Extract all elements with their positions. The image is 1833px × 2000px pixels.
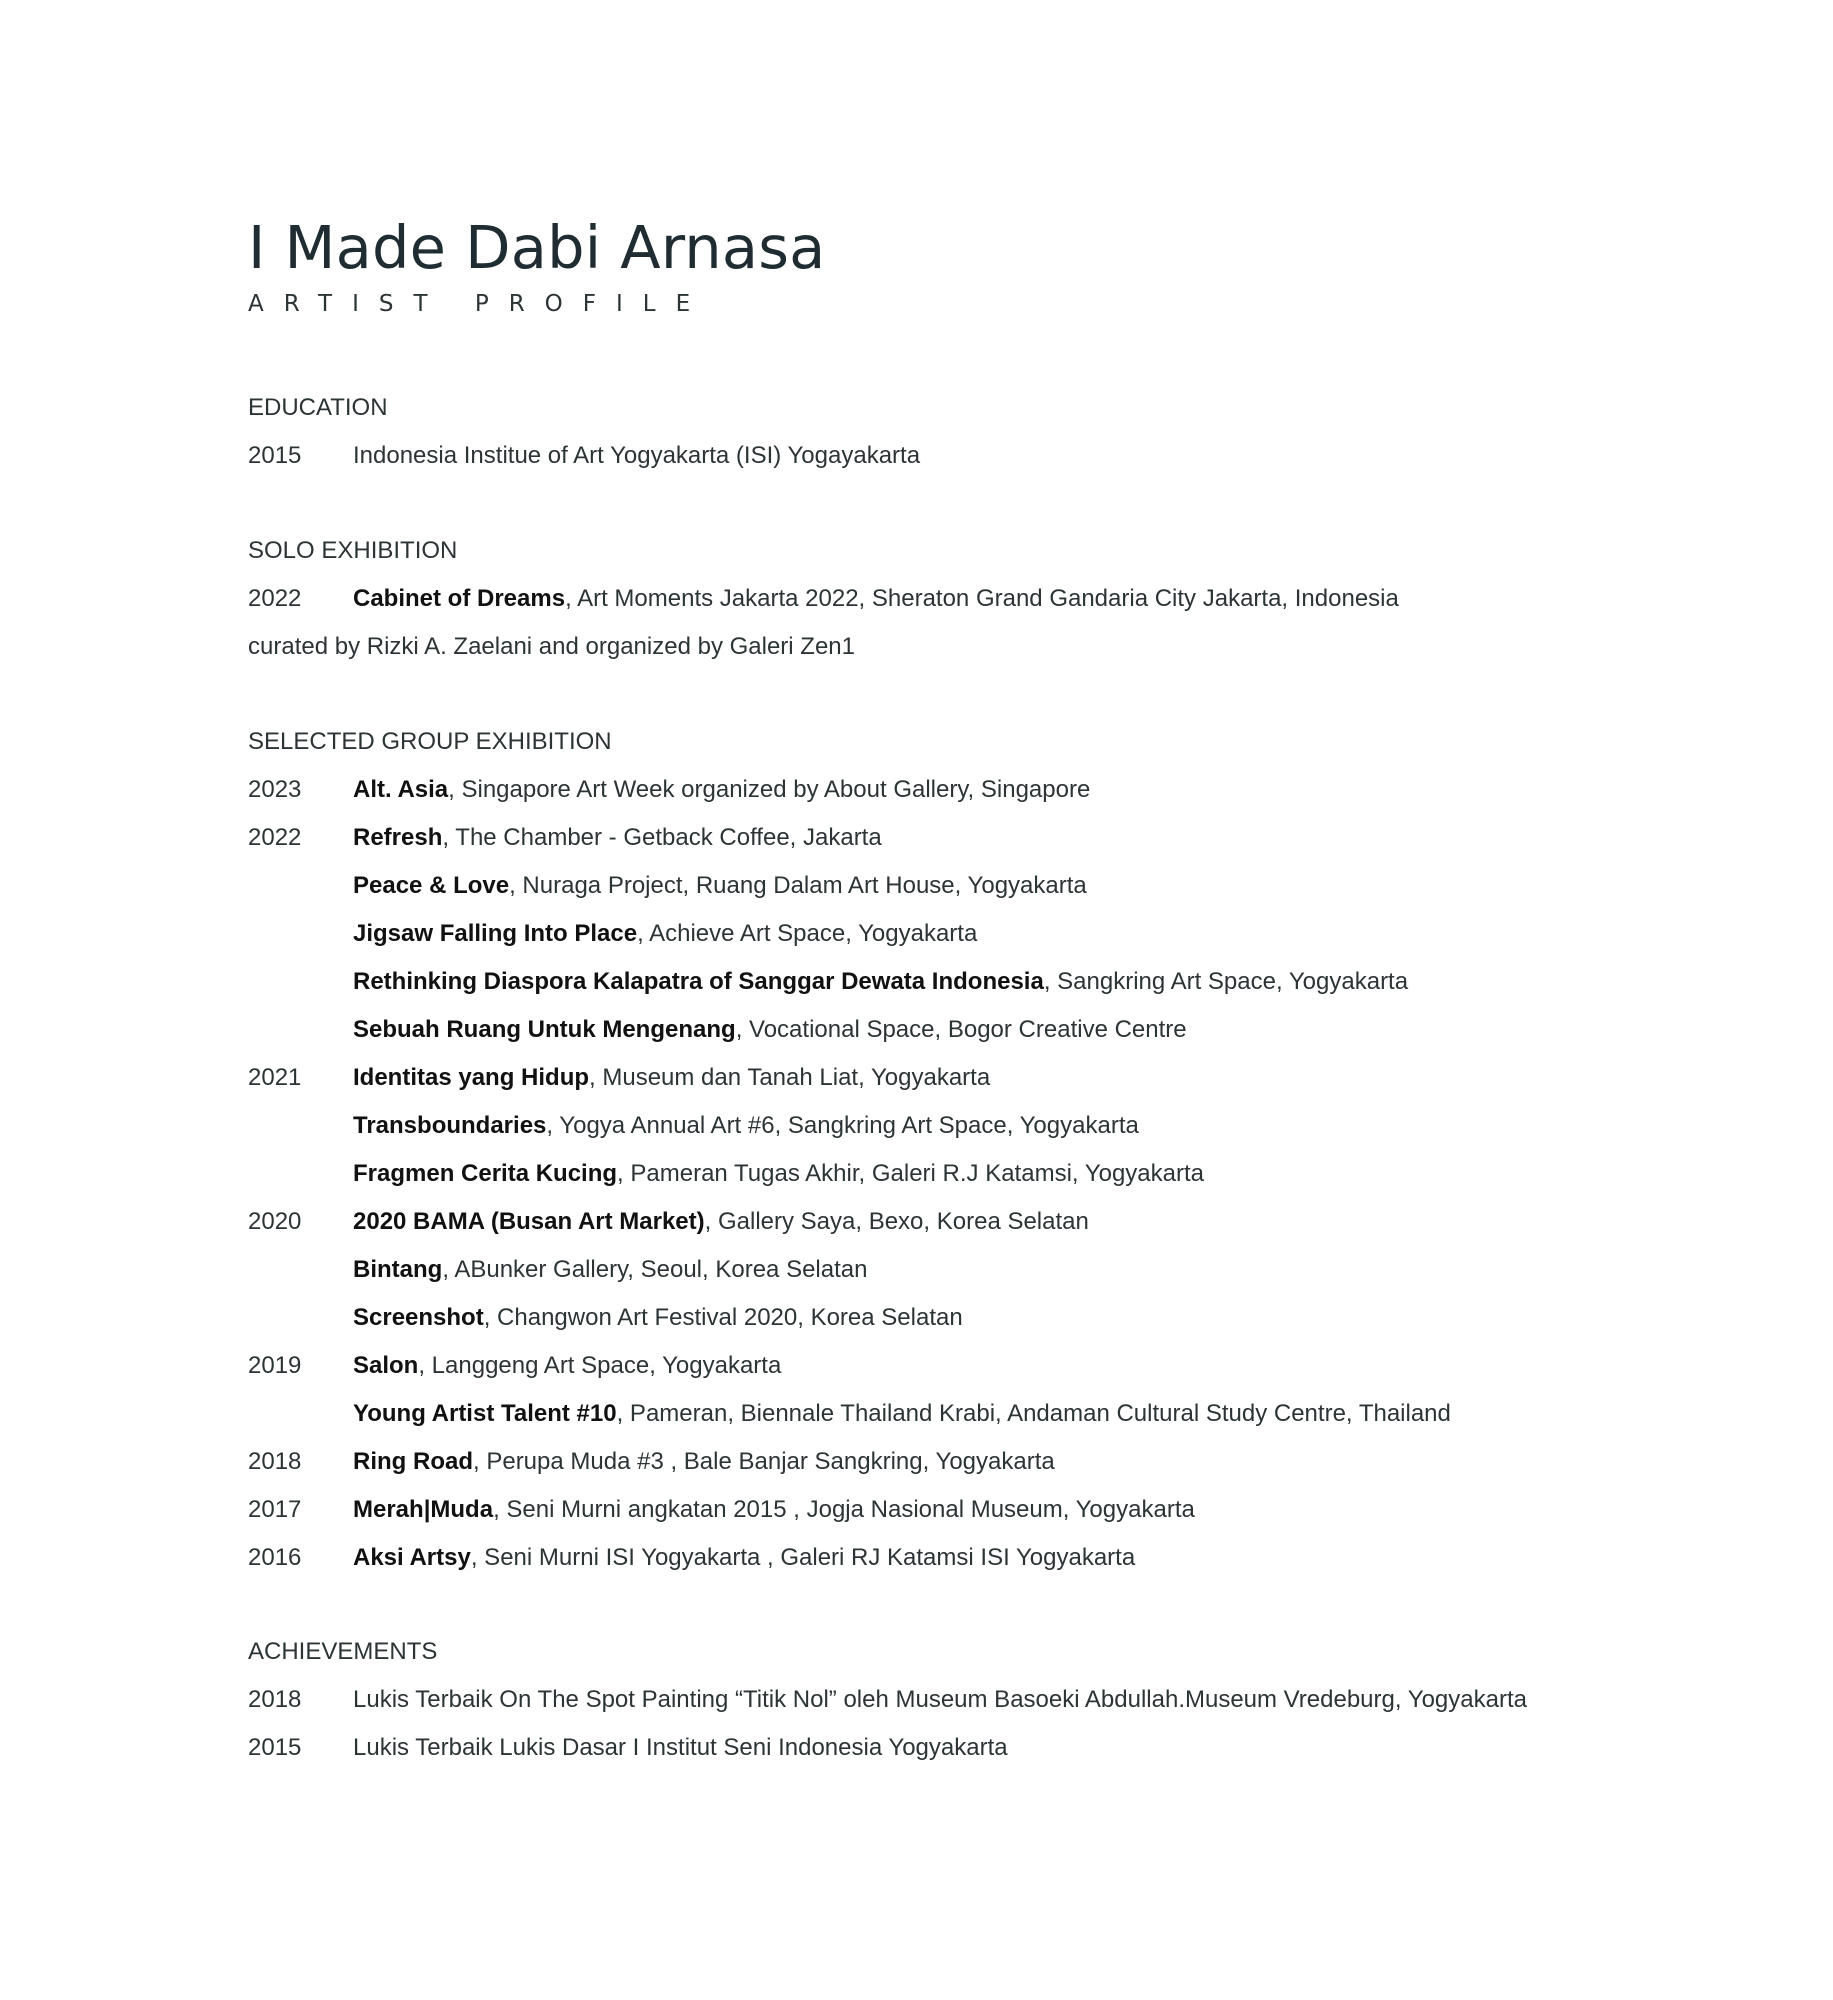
entry-year: 2015 — [248, 442, 302, 469]
list-item — [248, 1294, 1688, 1342]
entry-year: 2022 — [248, 824, 302, 851]
entry-text — [353, 575, 1688, 623]
entry-title: Rethinking Diaspora Kalapatra of Sanggar Dewata Indonesia — [353, 968, 1044, 995]
entry-text — [353, 1102, 1688, 1150]
entry-title: Peace & Love — [353, 872, 510, 899]
entry-title: Fragmen Cerita Kucing — [353, 1160, 618, 1187]
section-heading: SELECTED GROUP EXHIBITION — [248, 728, 612, 755]
list-item — [248, 1006, 1688, 1054]
entry-year: 2023 — [248, 776, 302, 803]
list-item — [248, 814, 1688, 862]
entry-text — [353, 1342, 1688, 1390]
list-item — [248, 1390, 1688, 1438]
entry-detail: , The Chamber - Getback Coffee, Jakarta — [442, 824, 882, 851]
curator-note: curated by Rizki A. Zaelani and organized by Galeri Zen1 — [248, 633, 855, 660]
entry-year: 2018 — [248, 1448, 302, 1475]
entry-detail: , Vocational Space, Bogor Creative Centre — [735, 1016, 1187, 1043]
entry-detail: Lukis Terbaik Lukis Dasar I Institut Seni Indonesia Yogyakarta — [353, 1734, 1008, 1761]
entry-text — [353, 766, 1688, 814]
list-item — [248, 575, 1688, 623]
entry-title: Refresh — [353, 824, 443, 851]
section-heading: SOLO EXHIBITION — [248, 537, 458, 564]
entry-year: 2022 — [248, 585, 302, 612]
entry-text — [353, 1724, 1688, 1772]
entry-detail: , Perupa Muda #3 , Bale Banjar Sangkring, Yogyakarta — [473, 1448, 1055, 1475]
entry-text — [353, 432, 1688, 480]
entry-title: Ring Road — [353, 1448, 473, 1475]
entry-detail: , Sangkring Art Space, Yogyakarta — [1043, 968, 1409, 995]
entry-text — [353, 1150, 1688, 1198]
list-item — [248, 1438, 1688, 1486]
entry-year: 2015 — [248, 1734, 302, 1761]
entry-year: 2019 — [248, 1352, 302, 1379]
entry-title: Cabinet of Dreams — [353, 585, 566, 612]
list-item — [248, 910, 1688, 958]
entry-title: Aksi Artsy — [353, 1544, 471, 1571]
list-item — [248, 432, 1688, 480]
list-item — [248, 1724, 1688, 1772]
entry-year: 2020 — [248, 1208, 302, 1235]
entry-year — [248, 958, 353, 1006]
entry-year: 2018 — [248, 1686, 302, 1713]
entry-year — [248, 910, 353, 958]
entry-detail: , Pameran, Biennale Thailand Krabi, Andaman Cultural Study Centre, Thailand — [616, 1400, 1451, 1427]
entry-year: 2021 — [248, 1064, 302, 1091]
entry-detail: , Nuraga Project, Ruang Dalam Art House, Yogyakarta — [509, 872, 1087, 899]
entry-text — [353, 1534, 1688, 1582]
list-item — [248, 1486, 1688, 1534]
entry-title: Young Artist Talent #10 — [353, 1400, 617, 1427]
entry-text — [353, 1054, 1688, 1102]
list-item — [248, 1102, 1688, 1150]
entry-detail: Indonesia Institue of Art Yogyakarta (ISI) Yogayakarta — [353, 442, 921, 469]
entry-detail: , Gallery Saya, Bexo, Korea Selatan — [704, 1208, 1089, 1235]
entry-title: Sebuah Ruang Untuk Mengenang — [353, 1016, 736, 1043]
entry-title: Screenshot — [353, 1304, 484, 1331]
entry-year — [248, 1390, 353, 1438]
list-item — [248, 1198, 1688, 1246]
group-exhibition-list — [248, 766, 1688, 1582]
section-heading: ACHIEVEMENTS — [248, 1638, 438, 1665]
entry-title: Salon — [353, 1352, 419, 1379]
entry-detail: , Seni Murni ISI Yogyakarta , Galeri RJ Katamsi ISI Yogyakarta — [470, 1544, 1136, 1571]
entry-detail: , Seni Murni angkatan 2015 , Jogja Nasional Museum, Yogyakarta — [493, 1496, 1195, 1523]
entry-text — [353, 1676, 1688, 1724]
entry-detail: , Singapore Art Week organized by About Gallery, Singapore — [448, 776, 1091, 803]
solo-exhibition-section — [248, 527, 1688, 671]
list-item — [248, 1054, 1688, 1102]
entry-year: 2016 — [248, 1544, 302, 1571]
entry-text — [353, 958, 1688, 1006]
entry-text — [353, 910, 1688, 958]
entry-title: Jigsaw Falling Into Place — [353, 920, 638, 947]
entry-detail: , Pameran Tugas Akhir, Galeri R.J Katamsi, Yogyakarta — [617, 1160, 1205, 1187]
list-item — [248, 862, 1688, 910]
entry-text — [353, 1438, 1688, 1486]
entry-detail: , Art Moments Jakarta 2022, Sheraton Grand Gandaria City Jakarta, Indonesia — [565, 585, 1399, 612]
entry-year — [248, 862, 353, 910]
entry-detail: Lukis Terbaik On The Spot Painting “Titik Nol” oleh Museum Basoeki Abdullah.Museum Vredeburg, Yogyakarta — [353, 1686, 1527, 1713]
list-item — [248, 1676, 1688, 1724]
entry-detail: , ABunker Gallery, Seoul, Korea Selatan — [442, 1256, 868, 1283]
entry-detail: , Yogya Annual Art #6, Sangkring Art Space, Yogyakarta — [546, 1112, 1139, 1139]
entry-year — [248, 1102, 353, 1150]
entry-year — [248, 1006, 353, 1054]
entry-title: Merah|Muda — [353, 1496, 494, 1523]
list-item — [248, 1246, 1688, 1294]
section-heading: EDUCATION — [248, 394, 388, 421]
entry-text — [353, 1390, 1688, 1438]
education-section — [248, 384, 1688, 480]
group-exhibition-section — [248, 718, 1688, 1582]
list-item — [248, 958, 1688, 1006]
entry-detail: , Changwon Art Festival 2020, Korea Selatan — [483, 1304, 963, 1331]
list-item — [248, 766, 1688, 814]
entry-detail: , Langgeng Art Space, Yogyakarta — [418, 1352, 782, 1379]
entry-detail: , Museum dan Tanah Liat, Yogyakarta — [589, 1064, 991, 1091]
entry-year — [248, 1246, 353, 1294]
entry-title: Bintang — [353, 1256, 443, 1283]
entry-year — [248, 1150, 353, 1198]
entry-text — [353, 1486, 1688, 1534]
entry-text — [353, 1294, 1688, 1342]
entry-year — [248, 1294, 353, 1342]
entry-text — [353, 1006, 1688, 1054]
document-subtitle: ARTIST PROFILE — [248, 291, 711, 317]
list-item — [248, 1534, 1688, 1582]
entry-text — [353, 862, 1688, 910]
entry-text — [353, 1246, 1688, 1294]
achievements-list — [248, 1676, 1688, 1772]
entry-title: 2020 BAMA (Busan Art Market) — [353, 1208, 705, 1235]
achievements-section — [248, 1628, 1688, 1772]
entry-year: 2017 — [248, 1496, 302, 1523]
entry-text — [353, 1198, 1688, 1246]
entry-text — [353, 814, 1688, 862]
artist-profile-document — [248, 213, 1688, 1761]
list-item — [248, 1342, 1688, 1390]
entry-detail: , Achieve Art Space, Yogyakarta — [637, 920, 978, 947]
entry-title: Alt. Asia — [353, 776, 449, 803]
artist-name: I Made Dabi Arnasa — [248, 213, 826, 282]
entry-title: Identitas yang Hidup — [353, 1064, 590, 1091]
entry-title: Transboundaries — [353, 1112, 547, 1139]
list-item — [248, 1150, 1688, 1198]
